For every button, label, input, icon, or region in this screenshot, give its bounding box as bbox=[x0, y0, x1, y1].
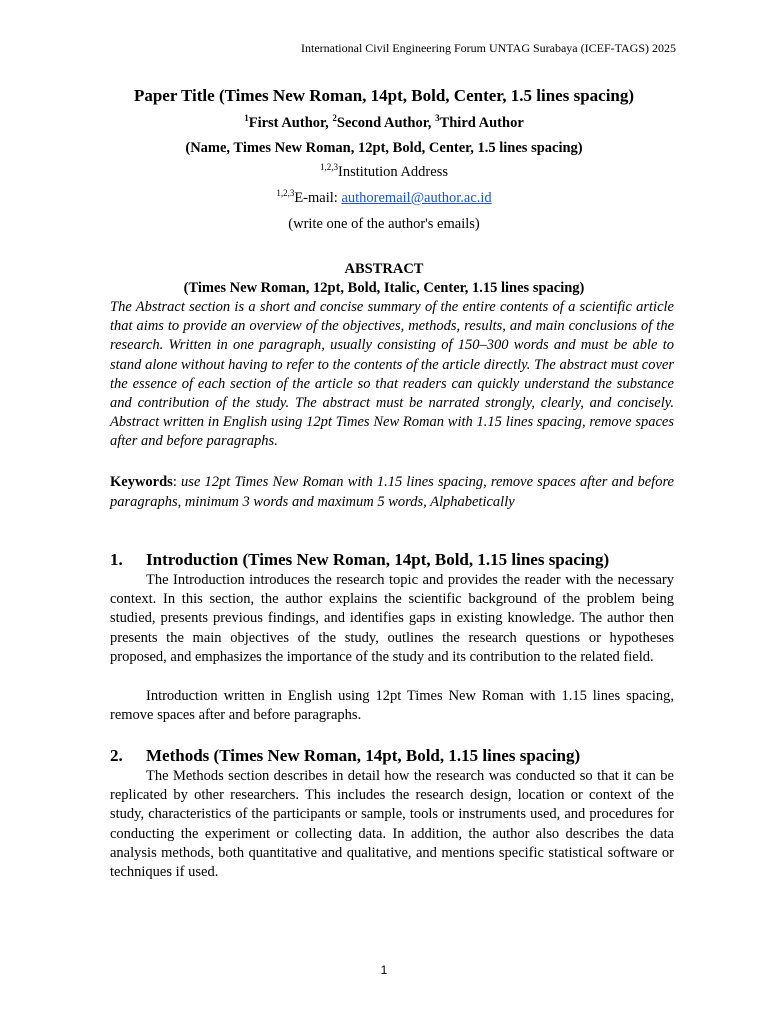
author-3-superscript: 3 bbox=[435, 113, 440, 124]
institution-address bbox=[0, 164, 768, 181]
author-1-name: First Author, bbox=[248, 115, 333, 131]
section-number: 1. bbox=[110, 550, 123, 569]
keywords bbox=[110, 472, 674, 512]
institution-text: Institution Address bbox=[338, 164, 448, 180]
abstract-format-note: (Times New Roman, 12pt, Bold, Italic, Center, 1.15 lines spacing) bbox=[183, 280, 585, 296]
paper-title: Paper Title (Times New Roman, 14pt, Bold, Center, 1.5 lines spacing) bbox=[133, 86, 635, 105]
abstract-heading: ABSTRACT bbox=[344, 261, 424, 277]
keywords-text: use 12pt Times New Roman with 1.15 lines spacing, remove spaces after and before paragraphs, minimum 3 words and maximum 5 words, Alphabetically bbox=[110, 474, 674, 510]
email-link[interactable]: authoremail@author.ac.id bbox=[341, 190, 492, 206]
email-line bbox=[0, 190, 768, 207]
author-2-superscript: 2 bbox=[332, 113, 337, 124]
introduction-paragraph-2: Introduction written in English using 12pt Times New Roman with 1.15 lines spacing, remove spaces after and before paragraphs. bbox=[110, 688, 674, 724]
section-heading-methods bbox=[110, 746, 674, 766]
section-number: 2. bbox=[110, 746, 123, 765]
author-format-note: (Name, Times New Roman, 12pt, Bold, Center, 1.5 lines spacing) bbox=[185, 140, 583, 156]
introduction-paragraph-1: The Introduction introduces the research topic and provides the reader with the necessary context. In this section, the author explains the scientific background of the problem being studied, presents previous findings, and identifies gaps in existing knowledge. The author then presents the main objectives of the study, outlines the research questions or hypotheses proposed, and emphasizes the importance of the study and its contribution to the related field. bbox=[110, 572, 674, 665]
page-number: 1 bbox=[380, 963, 388, 977]
abstract-body: The Abstract section is a short and concise summary of the entire contents of a scientific article that aims to provide an overview of the objectives, methods, results, and main conclusions of the research. Written in one paragraph, usually consisting of 150–300 words and must be able to stand alone without having to refer to the contents of the article directly. The abstract must cover the essence of each section of the article so that readers can quickly understand the substance and contribution of the study. The abstract must be narrated strongly, clearly, and concisely. Abstract written in English using 12pt Times New Roman with 1.15 lines spacing, remove spaces after and before paragraphs. bbox=[110, 299, 674, 450]
section-title: Methods (Times New Roman, 14pt, Bold, 1.15 lines spacing) bbox=[146, 746, 581, 765]
author-1-superscript: 1 bbox=[244, 113, 249, 124]
running-head: International Civil Engineering Forum UNTAG Surabaya (ICEF-TAGS) 2025 bbox=[300, 41, 676, 55]
keywords-separator: : bbox=[172, 474, 182, 490]
email-label: E-mail: bbox=[294, 190, 342, 206]
author-list bbox=[0, 115, 768, 132]
section-heading-introduction bbox=[110, 550, 674, 570]
email-note: (write one of the author's emails) bbox=[288, 216, 480, 232]
author-3-name: Third Author bbox=[439, 115, 524, 131]
keywords-label: Keywords bbox=[110, 474, 173, 490]
section-title: Introduction (Times New Roman, 14pt, Bold, 1.15 lines spacing) bbox=[146, 550, 610, 569]
email-superscript: 1,2,3 bbox=[276, 188, 295, 199]
methods-paragraph-1: The Methods section describes in detail how the research was conducted so that it can be replicated by other researchers. This includes the research design, location or context of the study, characteristics of the participants or sample, tools or instruments used, and procedures for conducting the experiment or collecting data. In addition, the author also describes the data analysis methods, both quantitative and qualitative, and mentions specific statistical software or techniques if used. bbox=[110, 768, 674, 881]
institution-superscript: 1,2,3 bbox=[320, 162, 339, 173]
author-2-name: Second Author, bbox=[336, 115, 436, 131]
